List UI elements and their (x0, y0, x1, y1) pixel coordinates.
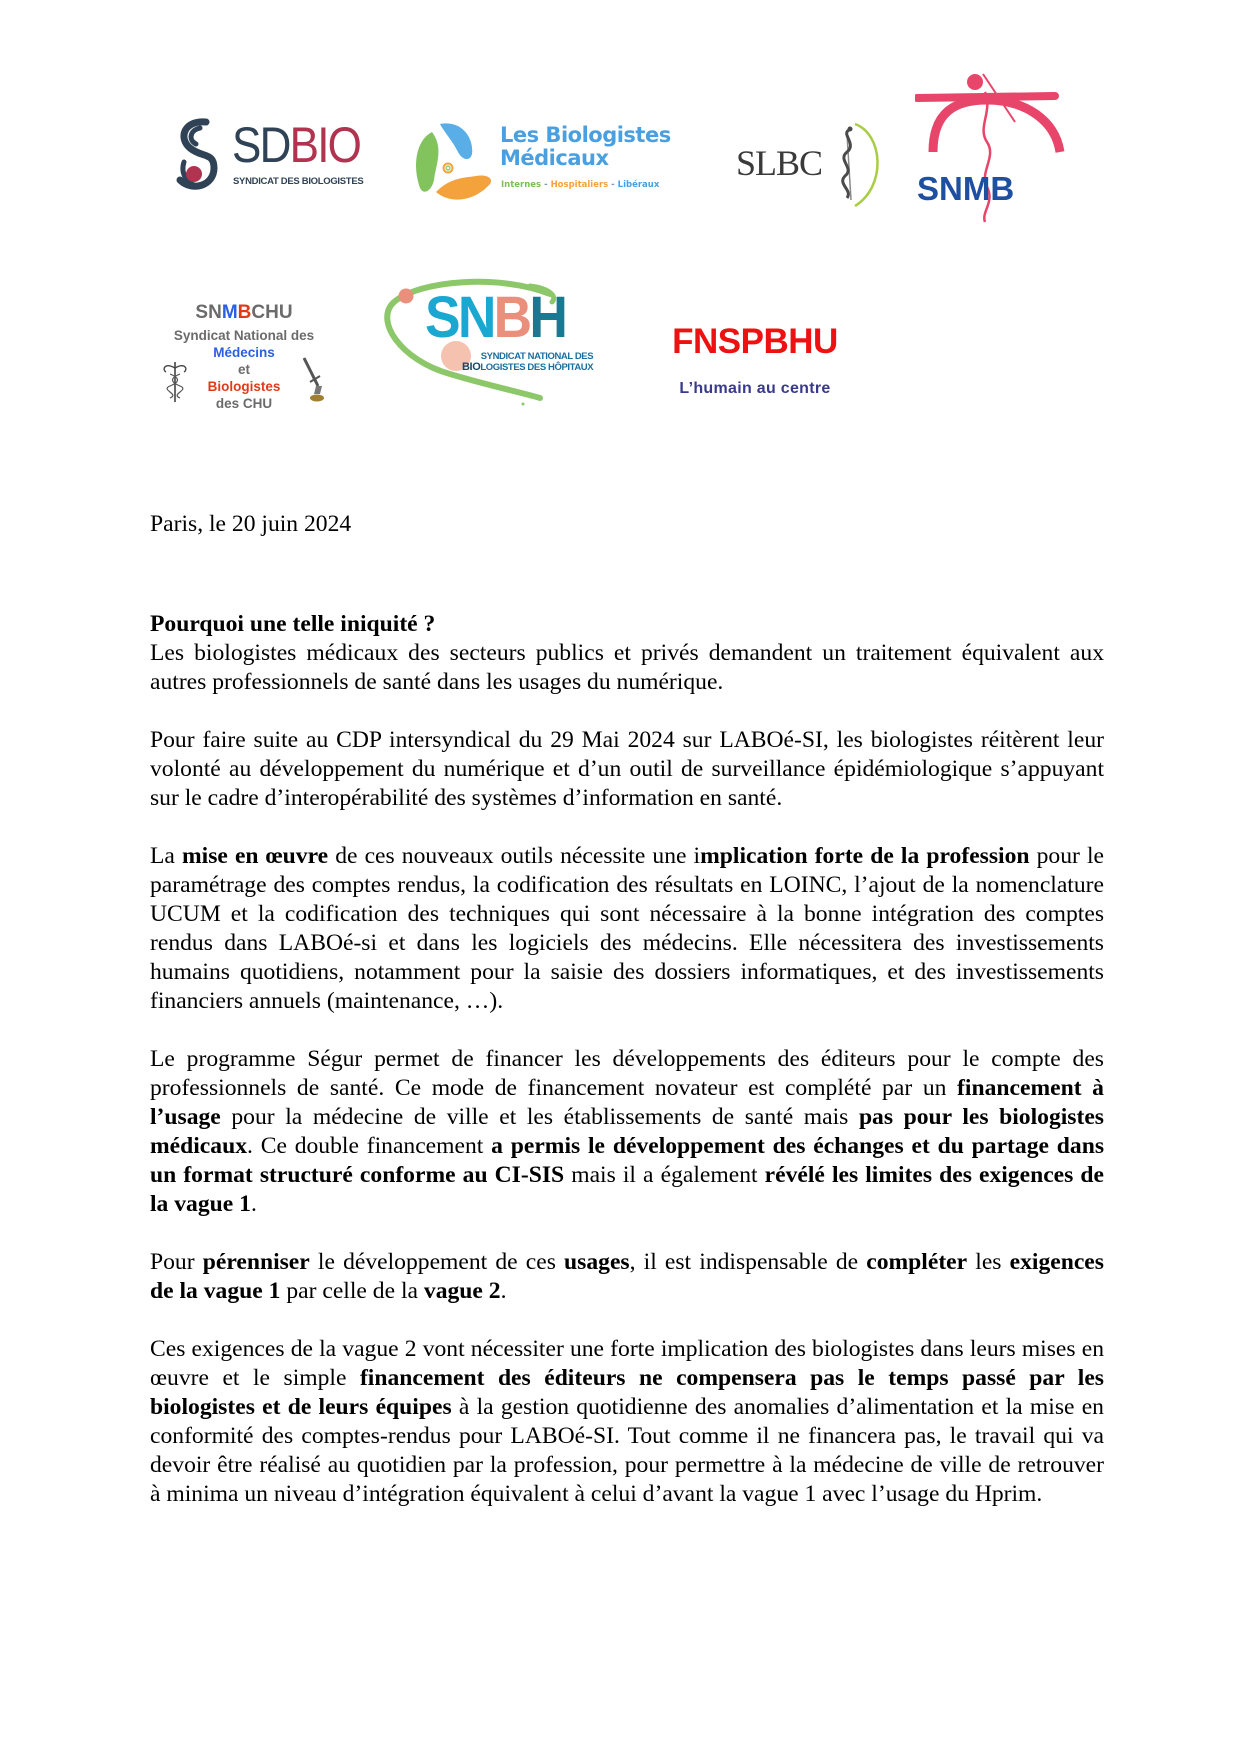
text-run: Le programme Ségur permet de financer les développements des éditeurs pour le compte des professionnels de santé. Ce mode de financement novateur est complété par un (150, 1046, 1104, 1101)
paragraph (150, 1335, 1104, 1509)
biologistes-medicaux-title (500, 124, 671, 170)
text-run: les (967, 1249, 1010, 1275)
bold-run: a permis le développement des échanges et du partage dans un format structuré conforme au CI-SIS (150, 1133, 1104, 1188)
snmbchu-logo (158, 298, 330, 434)
slbc-wordmark: SLBC (736, 143, 823, 183)
tagline-hospitaliers: Hospitaliers (550, 180, 609, 190)
bold-run: mise en œuvre (181, 843, 329, 869)
paragraph (150, 726, 1104, 813)
text-run: à la gestion quotidienne des anomalies d’alimentation et la mise en conformité des comptes-rendus pour LABOé-SI. Tout comme il ne financera pas, le travail qui va devoir être réalisé au quotidien par la profession, pour permettre à la médecine de ville de retrouver à minima un niveau d’intégration équivalent à celui d’avant la vague 1 avec l’usage du Hprim. (150, 1394, 1104, 1507)
snbh-subtitle-rest: LOGISTES DES HÔPITAUX (480, 362, 594, 373)
snmbchu-title (158, 302, 330, 324)
letter-paragraphs (150, 639, 1104, 1509)
tagline-separator: - (608, 180, 618, 190)
snbh-subtitle-bio: BIO (462, 361, 481, 373)
text-run: Pour faire suite au CDP intersyndical du 29 Mai 2024 sur LABOé-SI, les biologistes réitèrent leur volonté au développement du numérique et d’un outil de surveillance épidémiologique s’appuyant sur le cadre d’interopérabilité des systèmes d’information en santé. (150, 727, 1104, 811)
microscope-icon (300, 356, 326, 402)
tagline-separator: - (541, 180, 551, 190)
snmbchu-title-sn: SN (195, 302, 222, 323)
paragraph (150, 1045, 1104, 1219)
text-run: . (500, 1278, 507, 1304)
biologistes-medicaux-logo (410, 118, 690, 208)
text-run: Les biologistes médicaux des secteurs publics et privés demandent un traitement équivalent aux autres professionnels de santé dans les usages du numérique. (150, 640, 1104, 695)
drops-emblem-icon (410, 118, 498, 206)
letter-body (150, 610, 1104, 1538)
bold-run: financement à l’usage (150, 1075, 1104, 1130)
serpent-staff-icon (825, 120, 895, 208)
text-run: le développement de ces (309, 1249, 565, 1275)
sdbio-wordmark (232, 118, 360, 172)
text-run: mais il a également (564, 1162, 765, 1188)
bold-run: pérenniser (202, 1249, 310, 1275)
snmbchu-title-b: B (237, 302, 252, 323)
snmbchu-line3: et (237, 362, 250, 377)
paragraph (150, 639, 1104, 697)
tagline-internes: Internes (501, 180, 542, 190)
sdbio-logo (170, 116, 380, 196)
text-run: . (250, 1191, 257, 1217)
snmb-logo (915, 72, 1075, 224)
snbh-wordmark (425, 285, 566, 350)
paragraph (150, 842, 1104, 1016)
bold-run: exigences de la vague 1 (150, 1249, 1104, 1304)
sdbio-wordmark-bio: BIO (289, 117, 361, 173)
fnspbhu-slogan: L’humain au centre (679, 380, 831, 397)
snbh-subtitle (462, 352, 593, 373)
bold-run: financement des éditeurs ne compensera pas le temps passé par les biologistes et de leurs équipes (150, 1365, 1104, 1420)
snmbchu-title-m: M (221, 302, 238, 323)
text-run: de ces nouveaux outils nécessite une i (328, 843, 701, 869)
snbh-letter-h: H (529, 285, 566, 350)
bold-run: compléter (866, 1249, 968, 1275)
biologistes-medicaux-tagline (501, 180, 659, 190)
bold-run: révélé les limites des exigences de la vague 1 (150, 1162, 1104, 1217)
text-run: Ces exigences de la vague 2 vont nécessiter une forte implication des biologistes dans leurs mises en œuvre et le simple (150, 1336, 1104, 1391)
snmbchu-title-chu: CHU (251, 302, 293, 323)
sdbio-emblem-icon (170, 116, 230, 196)
tagline-liberaux: Libéraux (617, 180, 660, 190)
snmbchu-line5: des CHU (215, 396, 273, 411)
fnspbhu-wordmark: FNSPBHU (672, 322, 838, 361)
letter-title (150, 610, 1104, 639)
snmb-wordmark: SNMB (917, 170, 1015, 207)
text-run: Pour (150, 1249, 203, 1275)
bold-run: usages (564, 1249, 630, 1275)
bold-run: pas pour les biologistes médicaux (150, 1104, 1104, 1159)
caduceus-icon (160, 360, 190, 404)
paragraph (150, 1248, 1104, 1306)
snbh-subtitle-line1: SYNDICAT NATIONAL DES (480, 351, 594, 362)
sdbio-subtitle: SYNDICAT DES BIOLOGISTES (233, 176, 364, 187)
biologistes-medicaux-line2: Médicaux (500, 146, 609, 170)
letter-title-text: Pourquoi une telle iniquité ? (150, 611, 436, 637)
text-run: pour la médecine de ville et les établissements de santé mais (220, 1104, 859, 1130)
slbc-logo (730, 120, 895, 208)
snmbchu-line4: Biologistes (207, 379, 281, 394)
bold-run: vague 2 (423, 1278, 501, 1304)
date-line: Paris, le 20 juin 2024 (150, 511, 352, 537)
fnspbhu-logo (655, 322, 855, 417)
snbh-logo (380, 274, 600, 410)
letter-date (150, 510, 1104, 539)
text-run: pour le paramétrage des comptes rendus, la codification des résultats en LOINC, l’ajout de la nomenclature UCUM et la codification des techniques qui sont nécessaire à la bonne intégration des comptes rendus dans LABOé-si et dans les logiciels des médecins. Elle nécessitera des investissements humains quotidiens, notamment pour la saisie des dossiers informatiques, et des investissements financiers annuels (maintenance, …). (150, 843, 1104, 1014)
text-run: La (150, 843, 182, 869)
snmbchu-line1: Syndicat National des (173, 328, 315, 343)
text-run: par celle de la (280, 1278, 424, 1304)
text-run: . Ce double financement (247, 1133, 492, 1159)
sdbio-wordmark-sd: SD (232, 117, 290, 173)
bold-run: mplication forte de la profession (700, 843, 1030, 869)
snbh-subtitle-line2 (462, 362, 593, 373)
snmbchu-line2: Médecins (213, 345, 275, 360)
snbh-letter-s: S (425, 285, 458, 350)
snbh-letter-b: B (493, 285, 530, 350)
text-run: , il est indispensable de (629, 1249, 867, 1275)
biologistes-medicaux-line1: Les Biologistes (500, 123, 671, 147)
snbh-letter-n: N (457, 285, 494, 350)
